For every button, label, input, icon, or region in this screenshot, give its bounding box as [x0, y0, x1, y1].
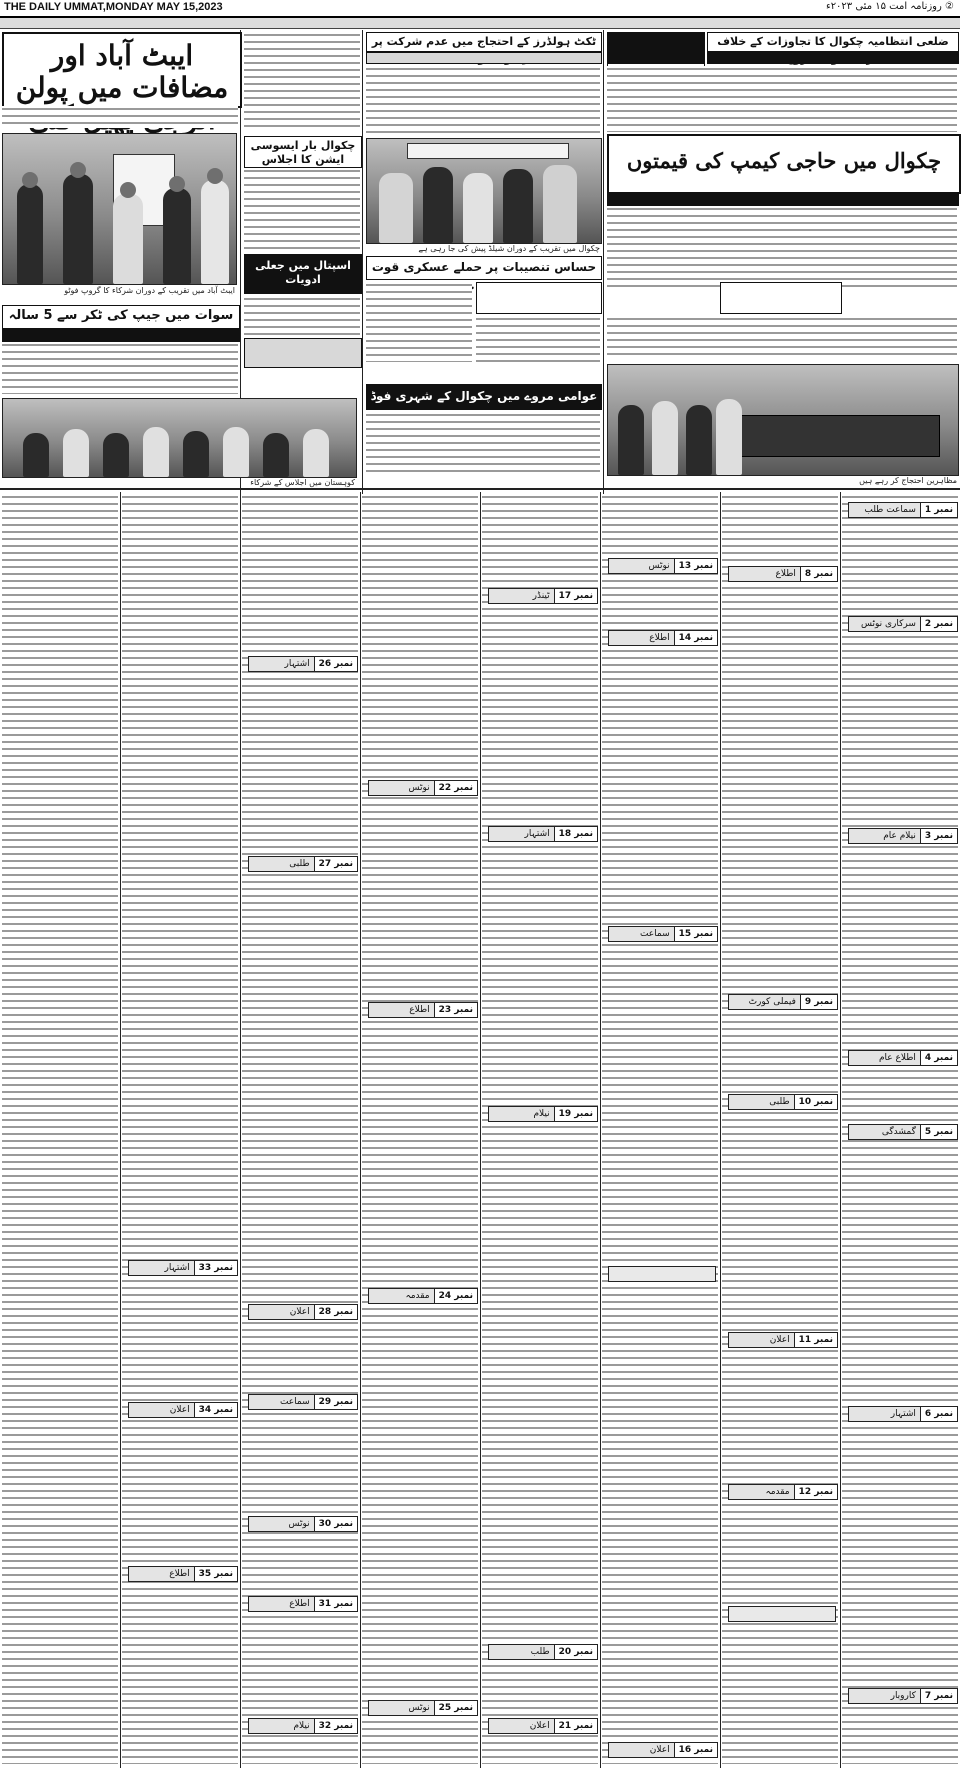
notice-header: نمبر 11اعلان	[728, 1332, 838, 1348]
article-text	[366, 282, 472, 362]
headline-chakwal-sub: ضلعی انتظامیہ چکوال کا تجاوزات کے خلاف	[707, 32, 959, 52]
notice-header: نمبر 2سرکاری نوٹس	[848, 616, 958, 632]
headline-chakwal-main: چکوال میں حاجی کیمپ کی قیمتوں	[607, 134, 961, 194]
notice-header: نمبر 14اطلاع	[608, 630, 718, 646]
notice-header: نمبر 19نیلام	[488, 1106, 598, 1122]
section-divider	[0, 488, 960, 490]
ornament-box	[608, 1266, 716, 1282]
article-text	[366, 412, 600, 472]
notice-header: نمبر 30نوٹس	[248, 1516, 358, 1532]
photo-meeting	[2, 398, 357, 478]
photo-caption: کوہستان میں اجلاس کے شرکاء	[250, 478, 355, 487]
backdrop-banner	[407, 143, 569, 159]
article-text	[244, 168, 360, 250]
headline-protest: ٹکٹ ہولڈرز کے احتجاج میں عدم شرکت پر	[366, 32, 602, 52]
subhead-bar	[2, 328, 240, 342]
notice-header: نمبر 16اعلان	[608, 1742, 718, 1758]
notice-header: نمبر 21اعلان	[488, 1718, 598, 1734]
top-rule	[0, 18, 960, 29]
masthead	[0, 0, 960, 18]
side-box	[476, 282, 602, 314]
notice-header: نمبر 6اشتہار	[848, 1406, 958, 1422]
notice-header: نمبر 22نوٹس	[368, 780, 478, 796]
headline-sensitive: حساس تنصیبات پر حملے عسکری قوت	[366, 256, 602, 280]
notice-header: نمبر 23اطلاع	[368, 1002, 478, 1018]
notices-column-6	[242, 494, 358, 1764]
notices-column-2	[722, 494, 838, 1764]
side-box	[720, 282, 842, 314]
notice-header: نمبر 32نیلام	[248, 1718, 358, 1734]
headline-chakwal-people: عوامی مروے میں چکوال کے شہری فوڈ	[366, 384, 602, 410]
article-text	[244, 296, 360, 336]
article-text	[607, 206, 957, 290]
ornament-box	[728, 1606, 836, 1622]
notice-header: نمبر 18اشتہار	[488, 826, 598, 842]
notice-header: نمبر 10طلبی	[728, 1094, 838, 1110]
notice-header: نمبر 13نوٹس	[608, 558, 718, 574]
column-divider	[362, 30, 363, 496]
notice-header: نمبر 3نیلام عام	[848, 828, 958, 844]
notice-header: نمبر 25نوٹس	[368, 1700, 478, 1716]
article-text	[2, 106, 238, 128]
headline-abbottabad: ایبٹ آباد اور مضافات میں پولن	[2, 32, 242, 108]
article-text	[244, 32, 360, 132]
notices-column-3	[602, 494, 718, 1764]
masthead-english: THE DAILY UMMAT,MONDAY MAY 15,2023	[4, 1, 223, 13]
protest-banner	[738, 415, 940, 457]
photo-caption: چکوال میں تقریب کے دوران شیلڈ پیش کی جا رہی ہے	[418, 244, 600, 253]
notice-header: نمبر 12مقدمہ	[728, 1484, 838, 1500]
article-text	[607, 316, 957, 360]
notice-header: نمبر 7کاروبار	[848, 1688, 958, 1704]
notice-header: نمبر 8اطلاع	[728, 566, 838, 582]
masthead-urdu: ② روزنامہ امت ۱۵ مئی ۲۰۲۳ء	[825, 1, 954, 12]
photo-caption: مظاہرین احتجاج کر رہے ہیں	[859, 476, 957, 485]
subhead-bar	[707, 52, 959, 64]
notice-header: نمبر 15سماعت	[608, 926, 718, 942]
notices-column-5	[362, 494, 478, 1764]
notice-header: نمبر 33اشتہار	[128, 1260, 238, 1276]
notice-header: نمبر 31اطلاع	[248, 1596, 358, 1612]
notice-header: نمبر 17ٹینڈر	[488, 588, 598, 604]
notices-column-4	[482, 494, 598, 1764]
dark-box	[607, 32, 705, 64]
notice-header: نمبر 28اعلان	[248, 1304, 358, 1320]
notice-header: نمبر 24مقدمہ	[368, 1288, 478, 1304]
article-text	[607, 66, 957, 132]
side-headline-dark: اسپتال میں جعلی ادویات	[244, 254, 362, 294]
photo-protest	[607, 364, 959, 476]
photo-shield-ceremony	[366, 138, 602, 244]
article-text	[366, 66, 600, 136]
side-box	[244, 338, 362, 368]
notice-header: نمبر 26اشتہار	[248, 656, 358, 672]
notice-header: نمبر 29سماعت	[248, 1394, 358, 1410]
notice-header: نمبر 1سماعت طلب	[848, 502, 958, 518]
notice-header: نمبر 34اعلان	[128, 1402, 238, 1418]
side-headline: چکوال بار ایسوسی ایشن کا اجلاس	[244, 136, 362, 168]
article-text	[2, 342, 238, 394]
notices-column-8	[2, 494, 118, 1764]
headline-swat: سوات میں جیپ کی ٹکر سے 5 سالہ	[2, 305, 240, 329]
notice-header: نمبر 35اطلاع	[128, 1566, 238, 1582]
subhead-bar	[607, 192, 959, 206]
subhead-bar	[366, 52, 602, 64]
notice-header: نمبر 9فیملی کورٹ	[728, 994, 838, 1010]
photo-award-ceremony	[2, 133, 237, 285]
notice-header: نمبر 4اطلاع عام	[848, 1050, 958, 1066]
notice-header: نمبر 27طلبی	[248, 856, 358, 872]
article-text	[476, 316, 600, 362]
column-divider	[603, 30, 604, 496]
notice-header: نمبر 20طلب	[488, 1644, 598, 1660]
photo-caption: ایبٹ آباد میں تقریب کے دوران شرکاء کا گروپ فوٹو	[64, 286, 235, 295]
notice-header: نمبر 5گمشدگی	[848, 1124, 958, 1140]
